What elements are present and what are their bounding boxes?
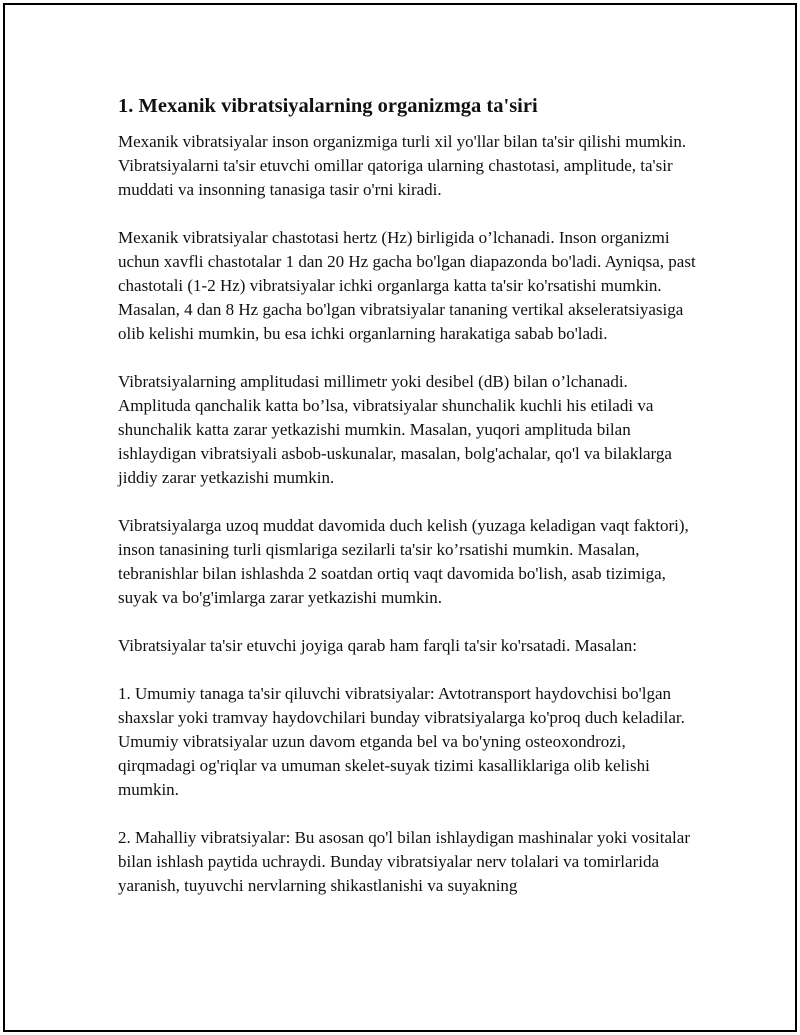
paragraph-duration: Vibratsiyalarga uzoq muddat davomida duch kelish (yuzaga keladigan vaqt faktori), inson tanasining turli qismlariga sezilarli ta'sir ko’rsatishi mumkin. Masalan, tebranishlar bilan ishlashda 2 soatdan ortiq vaqt davomida bo'lish, asab tizimiga, suyak va bo'g'imlarga zarar yetkazishi mumkin. (118, 516, 689, 607)
section-heading: 1. Mexanik vibratsiyalarning organizmga ta'siri (118, 95, 538, 117)
list-item-general-vibration: 1. Umumiy tanaga ta'sir qiluvchi vibratsiyalar: Avtotransport haydovchisi bo'lgan shaxslar yoki tramvay haydovchilari bunday vibratsiyalarga ko'proq duch keladilar. Umumiy vibratsiyalar uzun davom etganda bel va bo'yning osteoxondrozi, qirqmadagi og'riqlar va umuman skelet-suyak tizimi kasalliklariga olib kelishi mumkin. (118, 684, 685, 799)
paragraph-frequency: Mexanik vibratsiyalar chastotasi hertz (Hz) birligida o’lchanadi. Inson organizmi uchun xavfli chastotalar 1 dan 20 Hz gacha bo'lgan diapazonda bo'ladi. Ayniqsa, past chastotali (1-2 Hz) vibratsiyalar ichki organlarga katta ta'sir ko'rsatishi mumkin. Masalan, 4 dan 8 Hz gacha bo'lgan vibratsiyalar tananing vertikal akseleratsiyasiga olib kelishi mumkin, bu esa ichki organlarning harakatiga sabab bo'ladi. (118, 228, 696, 343)
list-item-local-vibration: 2. Mahalliy vibratsiyalar: Bu asosan qo'l bilan ishlaydigan mashinalar yoki vositalar bilan ishlash paytida uchraydi. Bunday vibratsiyalar nerv tolalari va tomirlarida yaranish, tuyuvchi nervlarning shikastlanishi va suyakning (118, 828, 690, 895)
paragraph-intro: Mexanik vibratsiyalar inson organizmiga turli xil yo'llar bilan ta'sir qilishi mumkin. Vibratsiyalarni ta'sir etuvchi omillar qatoriga ularning chastotasi, amplitude, ta'sir muddati va insonning tanasiga tasir o'rni kiradi. (118, 132, 687, 199)
paragraph-location: Vibratsiyalar ta'sir etuvchi joyiga qarab ham farqli ta'sir ko'rsatadi. Masalan: (118, 636, 637, 655)
document-body (118, 92, 698, 922)
paragraph-amplitude: Vibratsiyalarning amplitudasi millimetr yoki desibel (dB) bilan o’lchanadi. Amplituda qanchalik katta bo’lsa, vibratsiyalar shunchalik kuchli his etiladi va shunchalik katta zarar yetkazishi mumkin. Masalan, yuqori amplituda bilan ishlaydigan vibratsiyali asbob-uskunalar, masalan, bolg'achalar, qo'l va bilaklarga jiddiy zarar yetkazishi mumkin. (118, 372, 672, 487)
